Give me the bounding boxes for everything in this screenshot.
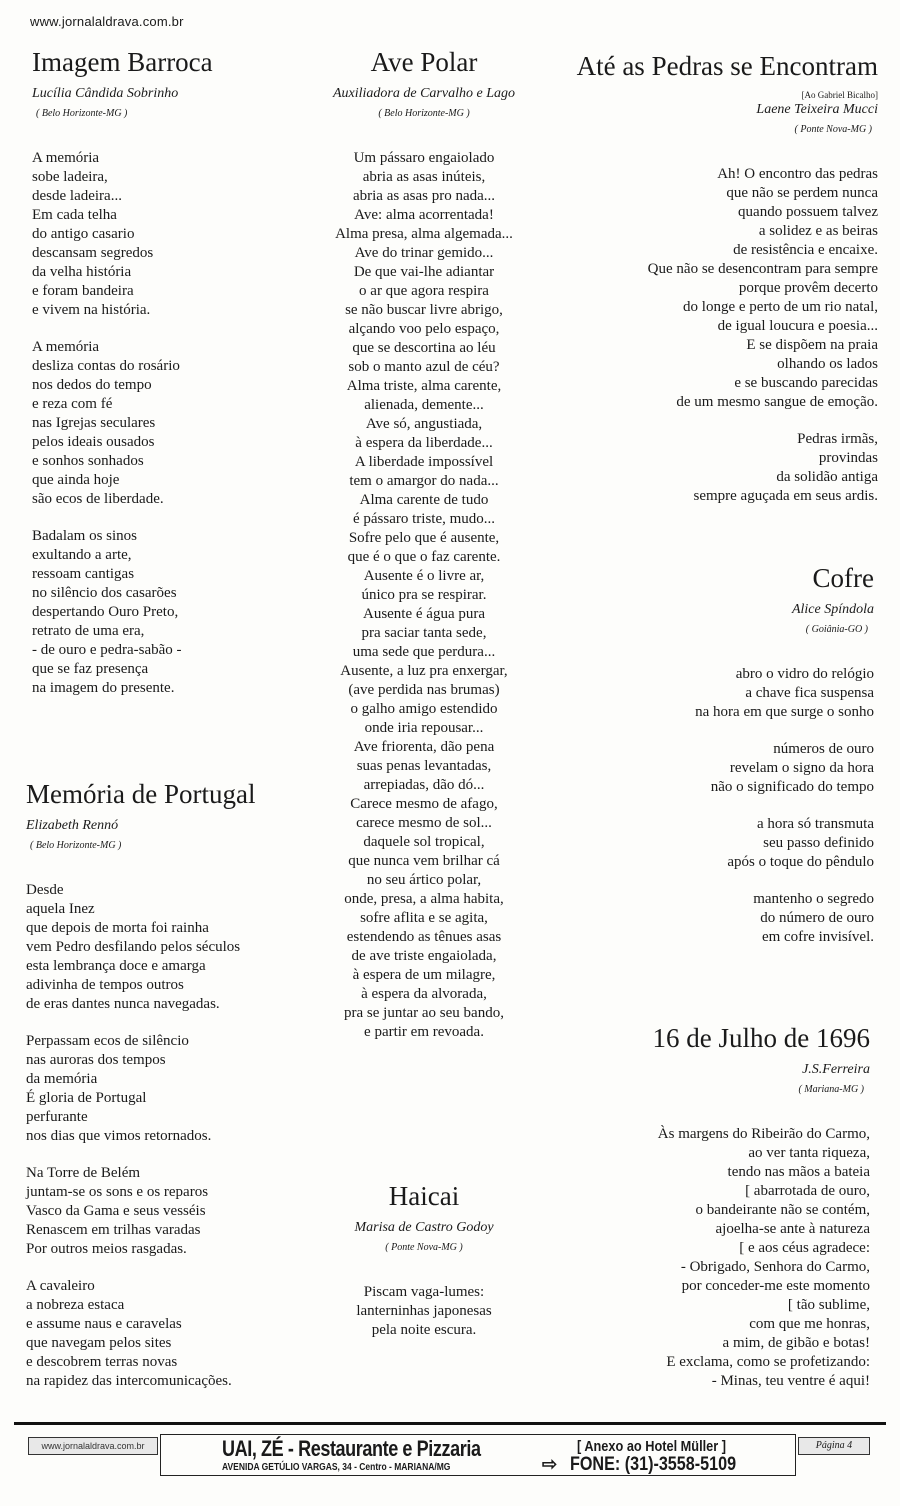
poem-line: a hora só transmuta xyxy=(756,816,874,832)
poem-author: Marisa de Castro Godoy xyxy=(354,1220,494,1235)
poem-line: são ecos de liberdade. xyxy=(32,491,164,507)
poem-line: de ave triste engaiolada, xyxy=(351,948,497,964)
poem-line: mantenho o segredo xyxy=(753,891,874,907)
poem-title: Haicai xyxy=(388,1181,460,1211)
poem-line: sob o manto azul de céu? xyxy=(348,359,500,375)
poem-line: à espera da liberdade... xyxy=(355,435,493,451)
poem-stanza xyxy=(600,740,874,797)
poem-line: Alma triste, alma carente, xyxy=(346,378,502,394)
poem-line: Alma carente de tudo xyxy=(359,492,489,508)
poem-place: ( Mariana-MG ) xyxy=(798,1084,864,1095)
poem-haicai xyxy=(300,1180,548,1358)
poem-line: daquele sol tropical, xyxy=(363,834,485,850)
poem-line: alçando voo pelo espaço, xyxy=(348,321,500,337)
poem-title: 16 de Julho de 1696 xyxy=(652,1023,870,1053)
poem-line: A cavaleiro xyxy=(26,1278,95,1294)
poem-line: Que não se desencontram para sempre xyxy=(647,261,878,277)
poem-line: de um mesmo sangue de emoção. xyxy=(676,394,878,410)
poem-line: suas penas levantadas, xyxy=(356,758,492,774)
poem-line: revelam o signo da hora xyxy=(729,760,874,776)
poem-line: e assume naus e caravelas xyxy=(26,1316,182,1332)
poem-cofre xyxy=(600,562,874,965)
poem-line: que nunca vem brilhar cá xyxy=(348,853,500,869)
poem-line: nos dias que vimos retornados. xyxy=(26,1128,212,1144)
poem-stanza xyxy=(26,1277,286,1391)
poem-stanza xyxy=(26,881,286,1014)
poem-line: Ah! O encontro das pedras xyxy=(717,166,878,182)
poem-ave-polar xyxy=(300,46,548,1060)
poem-line: Um pássaro engaiolado xyxy=(353,150,495,166)
poem-line: único pra se respirar. xyxy=(361,587,487,603)
poem-line: ao ver tanta riqueza, xyxy=(748,1145,870,1161)
poem-line: que se faz presença xyxy=(32,661,149,677)
poem-line: à espera de um milagre, xyxy=(352,967,496,983)
poem-line: ajoelha-se ante à natureza xyxy=(715,1221,870,1237)
poem-line: uma sede que perdura... xyxy=(352,644,496,660)
poem-line: não o significado do tempo xyxy=(710,779,874,795)
poem-title: Memória de Portugal xyxy=(26,779,256,809)
poem-line: Em cada telha xyxy=(32,207,117,223)
poem-line: que navegam pelos sites xyxy=(26,1335,172,1351)
poem-line: o bandeirante não se contém, xyxy=(695,1202,870,1218)
poem-line: onde, presa, a alma habita, xyxy=(344,891,504,907)
poem-line: que ainda hoje xyxy=(32,472,120,488)
poem-line: - Obrigado, Senhora do Carmo, xyxy=(680,1259,870,1275)
poem-line: que não se perdem nunca xyxy=(726,185,878,201)
poem-stanza xyxy=(560,430,878,506)
poem-author: J.S.Ferreira xyxy=(802,1062,870,1077)
poem-line: Perpassam ecos de silêncio xyxy=(26,1033,189,1049)
poem-line: É gloria de Portugal xyxy=(26,1090,147,1106)
poem-line: [ e aos céus agradece: xyxy=(739,1240,870,1256)
poem-line: Badalam os sinos xyxy=(32,528,137,544)
poem-line: porque provêm decerto xyxy=(738,280,878,296)
phone-number: FONE: (31)-3558-5109 xyxy=(570,1454,737,1475)
poem-title: Até as Pedras se Encontram xyxy=(576,51,878,81)
poem-line: ressoam cantigas xyxy=(32,566,135,582)
poem-line: nos dedos do tempo xyxy=(32,377,152,393)
poem-line: sobe ladeira, xyxy=(32,169,108,185)
poem-line: sofre aflita e se agita, xyxy=(360,910,488,926)
poem-line: na rapidez das intercomunicações. xyxy=(26,1373,232,1389)
poem-line: pra saciar tanta sede, xyxy=(361,625,487,641)
poem-line: E se dispõem na praia xyxy=(746,337,878,353)
poem-line: na hora em que surge o sonho xyxy=(695,704,874,720)
poem-title: Ave Polar xyxy=(370,47,478,77)
poem-line: que é o que o faz carente. xyxy=(347,549,501,565)
poem-place: ( Belo Horizonte-MG ) xyxy=(30,840,122,851)
poem-line: Por outros meios rasgadas. xyxy=(26,1241,187,1257)
poem-line: de eras dantes nunca navegadas. xyxy=(26,996,220,1012)
poem-place: ( Ponte Nova-MG ) xyxy=(385,1242,463,1253)
poem-line: Ausente é o livre ar, xyxy=(363,568,485,584)
footer-url-badge: www.jornalaldrava.com.br xyxy=(28,1437,158,1455)
poem-place: ( Goiânia-GO ) xyxy=(805,624,868,635)
poem-line: com que me honras, xyxy=(749,1316,870,1332)
poem-line: de resistência e encaixe. xyxy=(733,242,878,258)
poem-stanza xyxy=(32,527,282,698)
poem-line: sempre aguçada em seus ardis. xyxy=(693,488,878,504)
poem-line: na imagem do presente. xyxy=(32,680,175,696)
poem-line: juntam-se os sons e os reparos xyxy=(26,1184,209,1200)
poem-line: A liberdade impossível xyxy=(354,454,494,470)
poem-line: a solidez e as beiras xyxy=(758,223,878,239)
poem-line: perfurante xyxy=(26,1109,88,1125)
poem-line: e vivem na história. xyxy=(32,302,151,318)
poem-line: Ave: alma acorrentada! xyxy=(354,207,494,223)
poem-line: e reza com fé xyxy=(32,396,113,412)
poem-line: De que vai-lhe adiantar xyxy=(353,264,495,280)
poem-line: e foram bandeira xyxy=(32,283,134,299)
poem-author: Elizabeth Rennó xyxy=(26,818,119,833)
poem-title: Cofre xyxy=(812,563,874,593)
poem-line: Alma presa, alma algemada... xyxy=(335,226,513,242)
page-number-badge: Página 4 xyxy=(798,1437,870,1455)
poem-line: E exclama, como se profetizando: xyxy=(666,1354,870,1370)
poem-line: Piscam vaga-lumes: xyxy=(363,1284,485,1300)
footer-ad xyxy=(22,1432,882,1476)
poem-line: se não buscar livre abrigo, xyxy=(345,302,503,318)
poem-author: Lucília Cândida Sobrinho xyxy=(32,86,179,101)
poem-line: Ausente, a luz pra enxergar, xyxy=(340,663,508,679)
poem-title: Imagem Barroca xyxy=(32,47,213,77)
poem-line: Desde xyxy=(26,882,64,898)
poem-line: pelos ideais ousados xyxy=(32,434,155,450)
poem-line: que se descortina ao léu xyxy=(352,340,496,356)
poem-author: Auxiliadora de Carvalho e Lago xyxy=(333,86,515,101)
poem-line: a mim, de gibão e botas! xyxy=(722,1335,870,1351)
poem-line: e sonhos sonhados xyxy=(32,453,144,469)
poem-line: o ar que agora respira xyxy=(359,283,489,299)
poem-ate-as-pedras xyxy=(560,50,878,524)
poem-line: Na Torre de Belém xyxy=(26,1165,141,1181)
poem-line: alienada, demente... xyxy=(364,397,484,413)
poem-line: do longe e perto de um rio natal, xyxy=(683,299,878,315)
poem-place: ( Belo Horizonte-MG ) xyxy=(378,108,470,119)
poem-line: abria as asas pro nada... xyxy=(352,188,496,204)
poem-stanza xyxy=(600,890,874,947)
poem-line: [ abarrotada de ouro, xyxy=(745,1183,870,1199)
poem-line: Vasco da Gama e seus vesséis xyxy=(26,1203,206,1219)
footer-rule xyxy=(14,1422,886,1425)
poem-line: abria as asas inúteis, xyxy=(362,169,486,185)
poem-stanza xyxy=(32,338,282,509)
poem-place: ( Belo Horizonte-MG ) xyxy=(36,108,128,119)
poem-line: exultando a arte, xyxy=(32,547,132,563)
poem-line: carece mesmo de sol... xyxy=(356,815,492,831)
poem-line: Renascem em trilhas varadas xyxy=(26,1222,201,1238)
poem-line: despertando Ouro Preto, xyxy=(32,604,179,620)
poem-line: e descobrem terras novas xyxy=(26,1354,178,1370)
poem-line: desliza contas do rosário xyxy=(32,358,180,374)
poem-line: Pedras irmãs, xyxy=(797,431,878,447)
poem-stanza xyxy=(600,665,874,722)
poem-line: nas auroras dos tempos xyxy=(26,1052,166,1068)
poem-line: provindas xyxy=(818,450,878,466)
poem-line: e partir em revoada. xyxy=(364,1024,484,1040)
poem-imagem-barroca xyxy=(32,46,282,716)
poem-line: Às margens do Ribeirão do Carmo, xyxy=(657,1126,870,1142)
poem-line: A memória xyxy=(32,339,100,355)
poem-line: Ave friorenta, dão pena xyxy=(353,739,495,755)
poem-line: Ave do trinar gemido... xyxy=(354,245,494,261)
poem-line: à espera da alvorada, xyxy=(361,986,487,1002)
poem-line: é pássaro triste, mudo... xyxy=(352,511,496,527)
poem-line: da solidão antiga xyxy=(776,469,878,485)
poem-stanza xyxy=(600,815,874,872)
poem-line: a nobreza estaca xyxy=(26,1297,125,1313)
poem-line: tem o amargor do nada... xyxy=(349,473,499,489)
poem-stanza xyxy=(600,1125,870,1391)
poem-line: vem Pedro desfilando pelos séculos xyxy=(26,939,241,955)
poem-line: Carece mesmo de afago, xyxy=(350,796,498,812)
poem-line: [ tão sublime, xyxy=(787,1297,870,1313)
poem-line: Ausente é água pura xyxy=(362,606,486,622)
poem-line: quando possuem talvez xyxy=(738,204,878,220)
poem-author: Alice Spíndola xyxy=(791,602,874,617)
poem-line: pela noite escura. xyxy=(371,1322,477,1338)
poem-line: nas Igrejas seculares xyxy=(32,415,156,431)
poem-stanza xyxy=(26,1032,286,1146)
poem-stanza xyxy=(300,1283,548,1340)
poem-line: retrato de uma era, xyxy=(32,623,145,639)
poem-line: pra se juntar ao seu bando, xyxy=(344,1005,504,1021)
poem-line: estendendo as tênues asas xyxy=(346,929,502,945)
poem-line: arrepiadas, dão dó... xyxy=(363,777,485,793)
poem-line: aquela Inez xyxy=(26,901,95,917)
poem-stanza xyxy=(560,165,878,412)
restaurant-address: AVENIDA GETÚLIO VARGAS, 34 - Centro - MARIANA/MG xyxy=(222,1462,451,1473)
poem-line: em cofre invisível. xyxy=(761,929,874,945)
arrow-right-icon: ⇨ xyxy=(542,1454,558,1474)
poem-memoria-de-portugal xyxy=(26,778,286,1409)
poem-line: esta lembrança doce e amarga xyxy=(26,958,206,974)
poem-line: Sofre pelo que é ausente, xyxy=(348,530,500,546)
poem-dedication: [Ao Gabriel Bicalho] xyxy=(801,90,878,100)
poem-line: no seu ártico polar, xyxy=(366,872,482,888)
poem-line: - de ouro e pedra-sabão - xyxy=(32,642,182,658)
poem-stanza xyxy=(300,149,548,1042)
restaurant-name: UAI, ZÉ - Restaurante e Pizzaria xyxy=(222,1436,481,1461)
poem-line: - Minas, teu ventre é aqui! xyxy=(711,1373,870,1389)
poem-line: desde ladeira... xyxy=(32,188,122,204)
site-url: www.jornalaldrava.com.br xyxy=(30,14,184,29)
poem-author: Laene Teixeira Mucci xyxy=(756,102,878,117)
hotel-annex: [ Anexo ao Hotel Müller ] xyxy=(577,1438,727,1455)
poem-line: lanterninhas japonesas xyxy=(356,1303,492,1319)
poem-line: onde iria repousar... xyxy=(364,720,484,736)
poem-line: descansam segredos xyxy=(32,245,154,261)
poem-line: Ave só, angustiada, xyxy=(365,416,483,432)
poem-line: de igual loucura e poesia... xyxy=(717,318,878,334)
poem-line: A memória xyxy=(32,150,100,166)
poem-line: que depois de morta foi rainha xyxy=(26,920,209,936)
poem-line: e se buscando parecidas xyxy=(734,375,878,391)
poem-line: seu passo definido xyxy=(763,835,874,851)
poem-line: da velha história xyxy=(32,264,132,280)
poem-line: olhando os lados xyxy=(777,356,878,372)
poem-stanza xyxy=(26,1164,286,1259)
poem-line: no silêncio dos casarões xyxy=(32,585,177,601)
poem-line: após o toque do pêndulo xyxy=(727,854,874,870)
poem-line: por conceder-me este momento xyxy=(681,1278,870,1294)
poem-line: abro o vidro do relógio xyxy=(735,666,874,682)
poem-line: o galho amigo estendido xyxy=(350,701,498,717)
poem-16-de-julho xyxy=(600,1022,870,1409)
poem-line: adivinha de tempos outros xyxy=(26,977,184,993)
poem-line: a chave fica suspensa xyxy=(745,685,874,701)
poem-line: do número de ouro xyxy=(760,910,874,926)
poem-line: da memória xyxy=(26,1071,98,1087)
poem-line: tendo nas mãos a bateia xyxy=(727,1164,870,1180)
poem-line: números de ouro xyxy=(773,741,874,757)
poem-line: (ave perdida nas brumas) xyxy=(348,682,500,698)
poem-place: ( Ponte Nova-MG ) xyxy=(794,124,872,135)
poem-stanza xyxy=(32,149,282,320)
poem-line: do antigo casario xyxy=(32,226,135,242)
